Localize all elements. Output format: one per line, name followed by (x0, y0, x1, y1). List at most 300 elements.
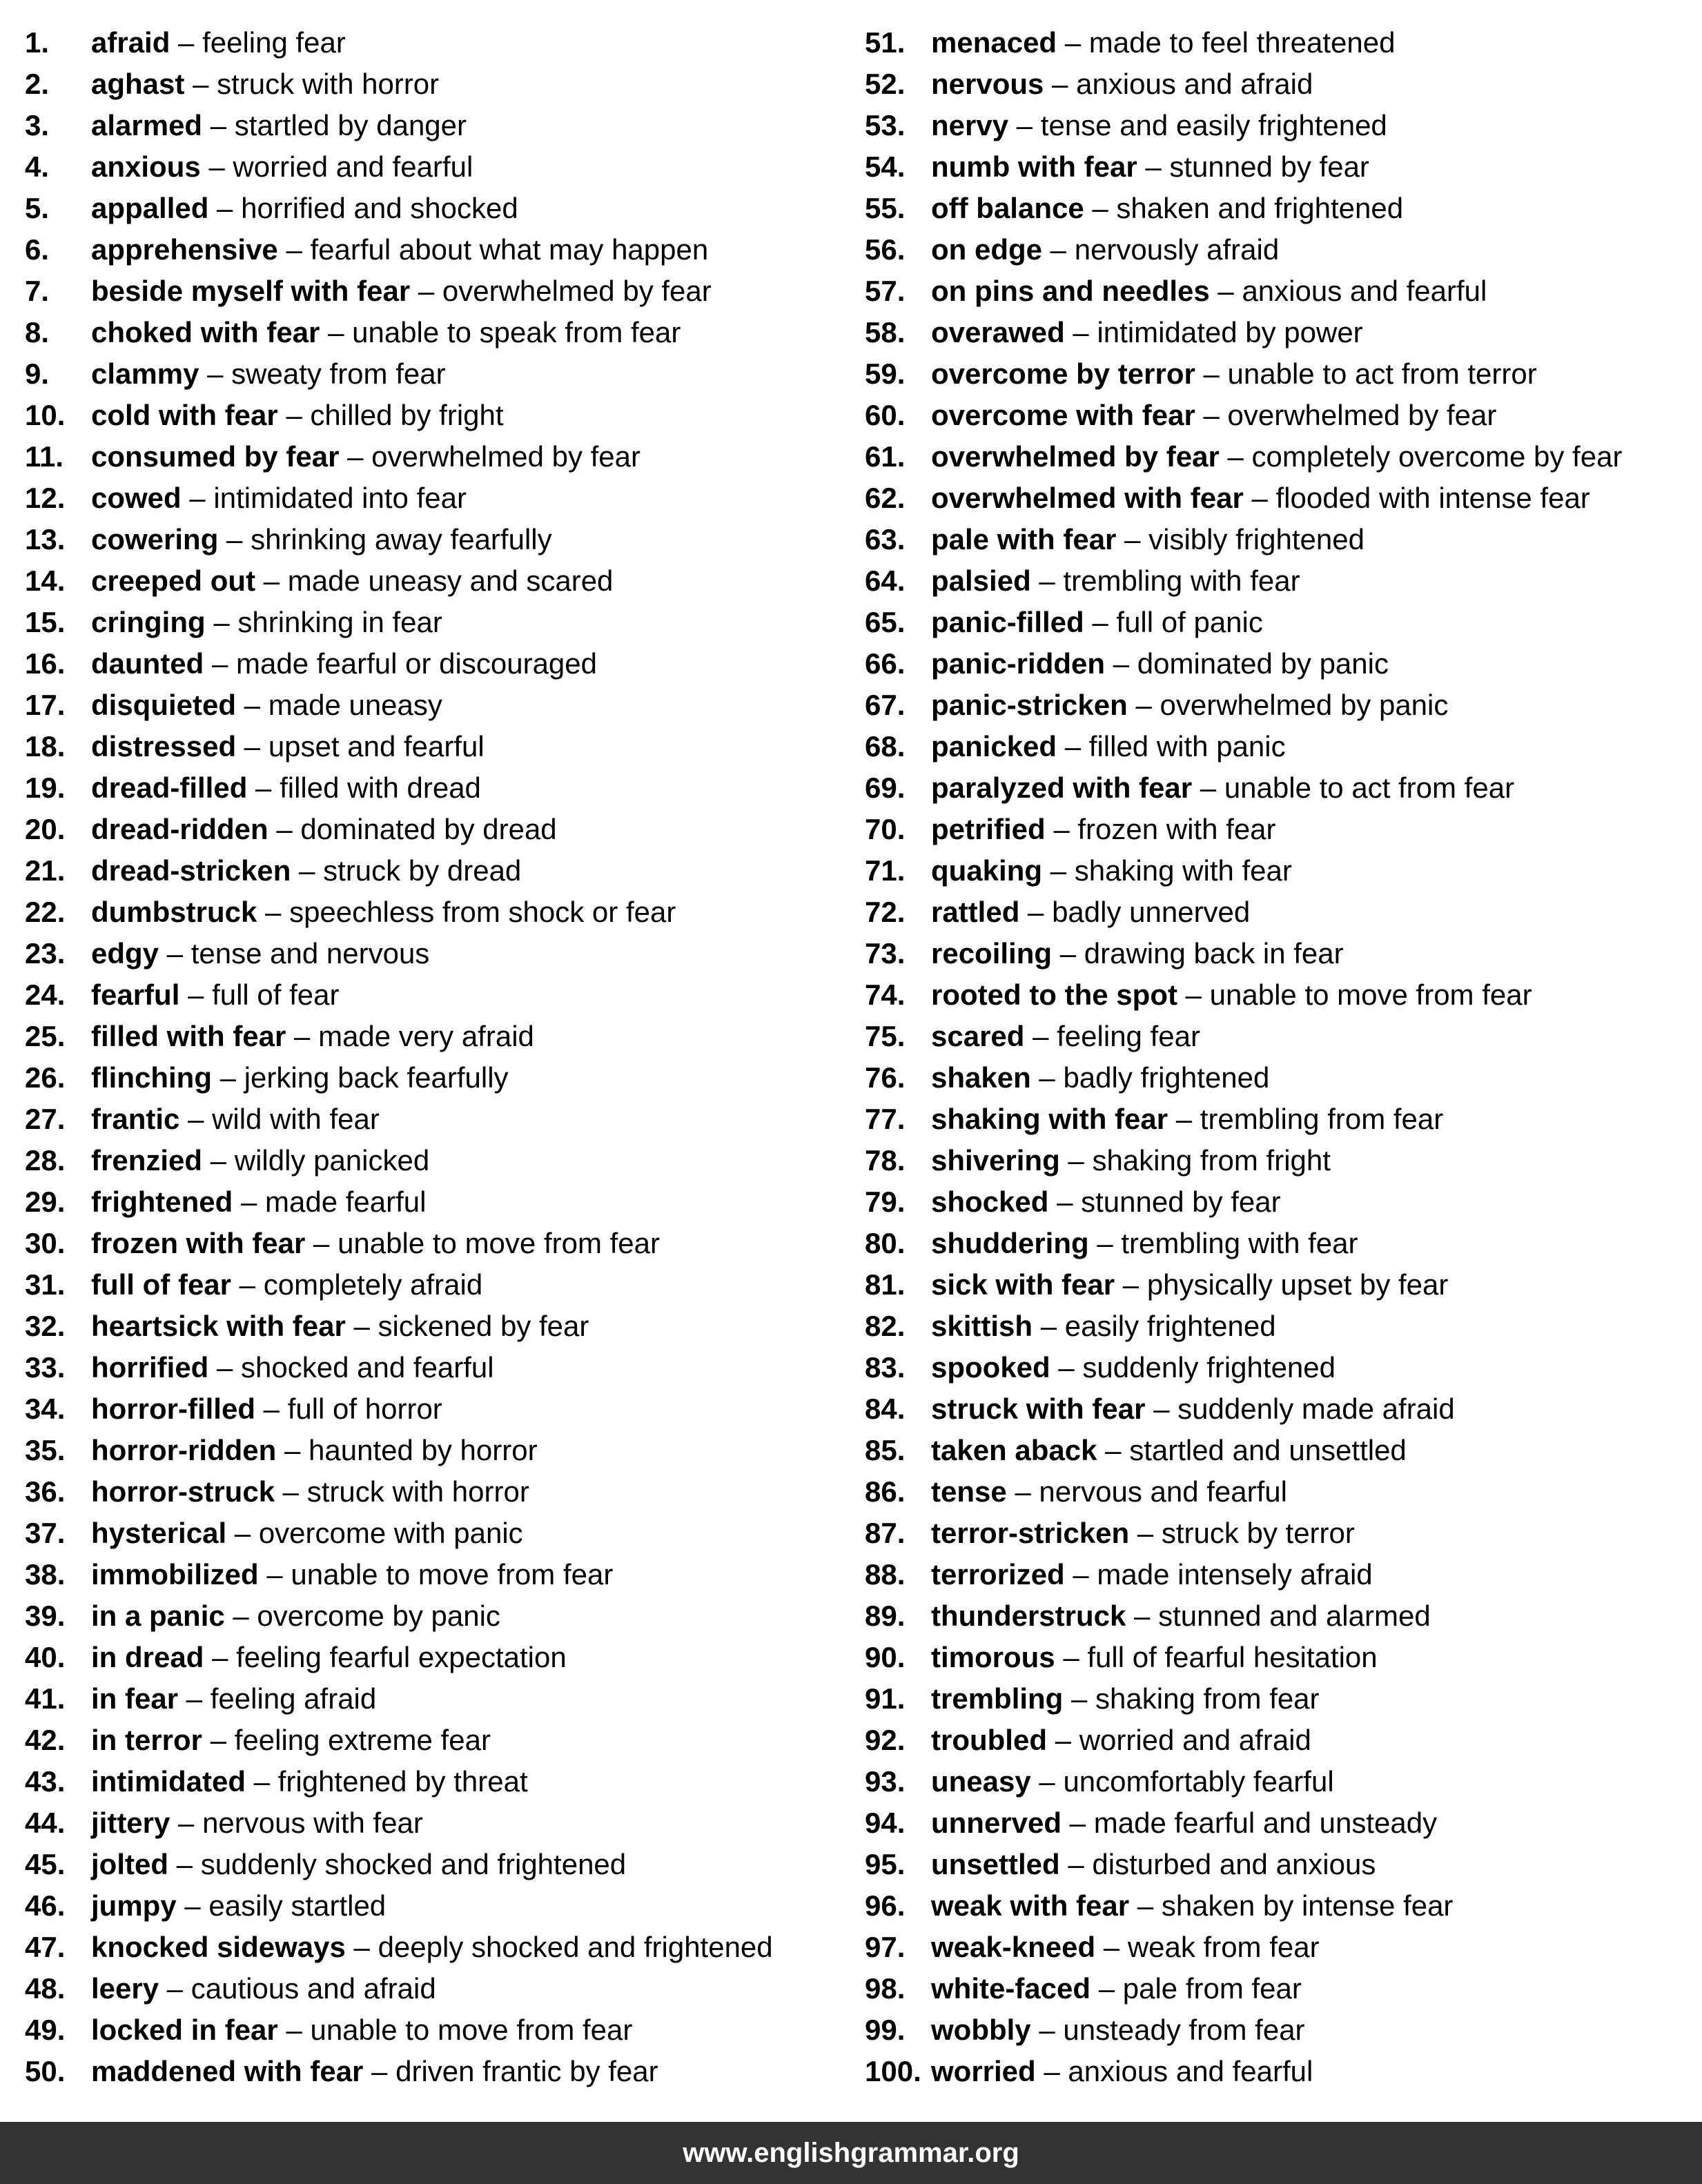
list-item (865, 1720, 1696, 1761)
item-separator: – (1064, 316, 1097, 348)
item-separator: – (170, 26, 203, 59)
list-item (865, 685, 1696, 726)
item-number: 98. (865, 1972, 906, 2005)
item-number: 76. (865, 1061, 906, 1094)
item-definition: easily frightened (1064, 1310, 1276, 1342)
item-term: leery (91, 1972, 159, 2005)
item-definition: overwhelmed by fear (442, 275, 712, 307)
list-item (865, 395, 1696, 436)
item-definition: unable to move from fear (338, 1227, 660, 1259)
list-item (25, 685, 853, 726)
item-separator: – (208, 1351, 242, 1384)
item-separator: – (1046, 1724, 1079, 1756)
item-number: 60. (865, 399, 906, 431)
item-separator: – (410, 275, 442, 307)
item-term: overwhelmed with fear (931, 482, 1244, 514)
list-item (25, 933, 853, 974)
item-term: consumed by fear (91, 440, 340, 473)
item-separator: – (275, 1475, 307, 1508)
item-separator: – (1030, 2014, 1064, 2046)
list-item (865, 188, 1696, 229)
item-term: scared (931, 1020, 1025, 1052)
item-separator: – (1057, 730, 1089, 763)
item-definition: feeling afraid (210, 1682, 377, 1715)
item-separator: – (1059, 1848, 1093, 1880)
item-separator: – (159, 1972, 191, 2005)
item-term: filled with fear (91, 1020, 286, 1052)
item-separator: – (168, 1848, 201, 1880)
item-number: 79. (865, 1186, 906, 1218)
item-number: 20. (25, 813, 66, 845)
item-number: 69. (865, 771, 906, 804)
item-separator: – (1033, 1310, 1065, 1342)
item-number: 10. (25, 399, 66, 431)
list-item (25, 1554, 853, 1595)
list-item (25, 1099, 853, 1140)
item-definition: full of panic (1116, 606, 1263, 638)
item-term: cringing (91, 606, 206, 638)
item-number: 51. (865, 26, 906, 59)
item-separator: – (1059, 1144, 1093, 1177)
footer-url[interactable]: www.englishgrammar.org (683, 2137, 1019, 2168)
item-term: numb with fear (931, 150, 1137, 183)
item-term: shivering (931, 1144, 1060, 1177)
item-term: paralyzed with fear (931, 771, 1193, 804)
item-number: 15. (25, 606, 66, 638)
item-term: intimidated (91, 1765, 246, 1798)
item-number: 41. (25, 1682, 66, 1715)
item-separator: – (1045, 813, 1078, 845)
list-item (865, 1306, 1696, 1347)
item-number: 91. (865, 1682, 906, 1715)
item-definition: dominated by dread (300, 813, 557, 845)
item-term: dumbstruck (91, 896, 257, 928)
list-item (865, 353, 1696, 395)
list-item (25, 1388, 853, 1430)
list-item (865, 519, 1696, 560)
list-item (865, 1181, 1696, 1223)
item-number: 21. (25, 854, 66, 887)
item-separator: – (199, 357, 232, 390)
item-separator: – (1030, 1061, 1064, 1094)
item-separator: – (1129, 1517, 1162, 1549)
item-separator: – (1195, 357, 1228, 390)
item-number: 37. (25, 1517, 66, 1549)
item-term: wobbly (931, 2014, 1031, 2046)
list-item (25, 1471, 853, 1513)
item-definition: unable to move from fear (291, 1558, 614, 1591)
list-item (865, 602, 1696, 643)
list-item (25, 1430, 853, 1471)
item-definition: intimidated by power (1097, 316, 1363, 348)
item-separator: – (205, 606, 238, 638)
item-separator: – (178, 1682, 211, 1715)
item-separator: – (1168, 1103, 1200, 1135)
list-item (25, 1513, 853, 1554)
item-separator: – (170, 1807, 203, 1839)
list-item (25, 602, 853, 643)
item-definition: made uneasy and scared (287, 564, 614, 597)
item-number: 39. (25, 1600, 66, 1632)
item-definition: made fearful (265, 1186, 427, 1218)
item-term: palsied (931, 564, 1031, 597)
list-item (865, 1802, 1696, 1844)
list-item (865, 63, 1696, 105)
item-number: 36. (25, 1475, 66, 1508)
list-item (25, 850, 853, 892)
list-item (865, 1471, 1696, 1513)
item-definition: tense and nervous (190, 937, 430, 970)
item-number: 19. (25, 771, 66, 804)
list-item (25, 1347, 853, 1388)
item-definition: struck by dread (323, 854, 522, 887)
item-definition: weak from fear (1127, 1931, 1320, 1963)
list-item (865, 933, 1696, 974)
item-term: beside myself with fear (91, 275, 411, 307)
list-item (865, 767, 1696, 809)
item-definition: shaking with fear (1074, 854, 1292, 887)
item-number: 64. (865, 564, 906, 597)
item-term: appalled (91, 192, 209, 224)
item-term: sick with fear (931, 1268, 1115, 1301)
list-item (25, 1885, 853, 1927)
list-item (25, 395, 853, 436)
item-term: disquieted (91, 689, 237, 721)
item-term: on pins and needles (931, 275, 1210, 307)
list-item (25, 726, 853, 767)
list-item (865, 850, 1696, 892)
item-term: flinching (91, 1061, 212, 1094)
item-number: 18. (25, 730, 66, 763)
item-term: shuddering (931, 1227, 1089, 1259)
list-item (25, 2009, 853, 2051)
item-term: jumpy (91, 1889, 177, 1922)
item-term: petrified (931, 813, 1046, 845)
item-definition: unable to move from fear (1209, 978, 1532, 1011)
item-number: 47. (25, 1931, 66, 1963)
item-definition: anxious and afraid (1076, 68, 1313, 100)
item-term: frenzied (91, 1144, 203, 1177)
item-separator: – (1126, 1600, 1159, 1632)
item-definition: feeling fear (1057, 1020, 1200, 1052)
item-term: nervous (931, 68, 1044, 100)
item-definition: flooded with intense fear (1275, 482, 1590, 514)
item-term: overcome with fear (931, 399, 1195, 431)
list-item (865, 892, 1696, 933)
item-separator: – (211, 1061, 244, 1094)
list-item (865, 1678, 1696, 1720)
item-separator: – (1090, 1972, 1123, 2005)
item-term: weak with fear (931, 1889, 1130, 1922)
item-term: overwhelmed by fear (931, 440, 1220, 473)
list-item (25, 1637, 853, 1678)
list-item (25, 353, 853, 395)
item-separator: – (224, 1600, 257, 1632)
item-number: 4. (25, 150, 50, 183)
item-number: 85. (865, 1434, 906, 1466)
item-separator: – (1145, 1393, 1178, 1425)
list-item (25, 1016, 853, 1057)
item-number: 57. (865, 275, 906, 307)
item-separator: – (268, 813, 301, 845)
item-number: 12. (25, 482, 66, 514)
item-separator: – (202, 109, 235, 141)
item-term: unnerved (931, 1807, 1062, 1839)
list-item (865, 1844, 1696, 1885)
list-item (25, 1223, 853, 1264)
item-number: 11. (25, 440, 64, 473)
item-separator: – (257, 896, 290, 928)
item-term: apprehensive (91, 233, 278, 266)
list-item (865, 1885, 1696, 1927)
item-term: quaking (931, 854, 1043, 887)
item-separator: – (231, 1268, 264, 1301)
item-separator: – (277, 399, 311, 431)
item-separator: – (1042, 233, 1075, 266)
item-definition: worried and afraid (1079, 1724, 1311, 1756)
item-separator: – (286, 1020, 319, 1052)
item-separator: – (1195, 399, 1228, 431)
item-definition: unsteady from fear (1063, 2014, 1305, 2046)
item-term: anxious (91, 150, 201, 183)
item-definition: feeling fear (202, 26, 346, 59)
item-definition: anxious and fearful (1242, 275, 1487, 307)
item-number: 61. (865, 440, 906, 473)
item-term: choked with fear (91, 316, 320, 348)
item-separator: – (218, 523, 251, 555)
item-term: clammy (91, 357, 199, 390)
item-definition: jerking back fearfully (244, 1061, 509, 1094)
item-separator: – (1209, 275, 1242, 307)
item-separator: – (276, 1434, 309, 1466)
item-term: panic-ridden (931, 647, 1106, 680)
list-item (25, 1678, 853, 1720)
item-separator: – (277, 2014, 311, 2046)
item-separator: – (320, 316, 353, 348)
item-term: cowed (91, 482, 182, 514)
item-separator: – (258, 1558, 291, 1591)
item-definition: wildly panicked (234, 1144, 430, 1177)
item-term: knocked sideways (91, 1931, 346, 1963)
item-separator: – (236, 689, 268, 721)
item-term: cowering (91, 523, 219, 555)
item-number: 93. (865, 1765, 906, 1798)
list-item (25, 312, 853, 353)
item-number: 81. (865, 1268, 906, 1301)
item-definition: wild with fear (212, 1103, 380, 1135)
item-definition: stunned and alarmed (1158, 1600, 1431, 1632)
item-definition: overwhelmed by panic (1160, 689, 1449, 721)
list-item (865, 1223, 1696, 1264)
item-number: 48. (25, 1972, 66, 2005)
item-definition: trembling from fear (1200, 1103, 1444, 1135)
item-separator: – (1219, 440, 1252, 473)
item-definition: trembling with fear (1121, 1227, 1358, 1259)
item-definition: disturbed and anxious (1092, 1848, 1376, 1880)
item-term: heartsick with fear (91, 1310, 346, 1342)
item-term: off balance (931, 192, 1084, 224)
list-item (25, 146, 853, 188)
item-definition: shaken by intense fear (1161, 1889, 1454, 1922)
item-number: 55. (865, 192, 906, 224)
item-term: daunted (91, 647, 204, 680)
item-definition: made very afraid (318, 1020, 534, 1052)
item-number: 58. (865, 316, 906, 348)
item-separator: – (1243, 482, 1276, 514)
item-number: 70. (865, 813, 906, 845)
item-number: 25. (25, 1020, 66, 1052)
item-definition: made to feel threatened (1088, 26, 1396, 59)
item-term: skittish (931, 1310, 1033, 1342)
item-separator: – (255, 1393, 288, 1425)
item-definition: made fearful and unsteady (1093, 1807, 1438, 1839)
item-term: horrified (91, 1351, 209, 1384)
item-number: 62. (865, 482, 906, 514)
item-separator: – (1006, 1475, 1039, 1508)
item-definition: nervously afraid (1074, 233, 1280, 266)
list-item (25, 560, 853, 602)
list-item (25, 188, 853, 229)
list-item (25, 809, 853, 850)
item-separator: – (305, 1227, 338, 1259)
item-term: full of fear (91, 1268, 232, 1301)
item-term: dread-ridden (91, 813, 268, 845)
item-separator: – (236, 730, 268, 763)
item-definition: nervous and fearful (1039, 1475, 1287, 1508)
item-number: 32. (25, 1310, 66, 1342)
item-term: shaken (931, 1061, 1031, 1094)
item-definition: cautious and afraid (190, 1972, 436, 2005)
item-separator: – (1129, 1889, 1162, 1922)
item-separator: – (208, 192, 242, 224)
item-term: recoiling (931, 937, 1053, 970)
item-separator: – (1050, 1351, 1083, 1384)
item-definition: fearful about what may happen (310, 233, 709, 266)
item-term: menaced (931, 26, 1057, 59)
list-item (25, 1761, 853, 1802)
item-separator: – (1116, 523, 1149, 555)
item-definition: anxious and fearful (1068, 2055, 1313, 2087)
list-item (25, 1057, 853, 1099)
list-item (865, 105, 1696, 146)
item-term: panic-filled (931, 606, 1084, 638)
item-term: frantic (91, 1103, 180, 1135)
list-item (865, 2009, 1696, 2051)
item-term: cold with fear (91, 399, 278, 431)
list-item (25, 63, 853, 105)
item-separator: – (246, 1765, 278, 1798)
item-term: in a panic (91, 1600, 225, 1632)
item-term: jolted (91, 1848, 168, 1880)
list-item (865, 726, 1696, 767)
list-item (865, 1927, 1696, 1968)
item-separator: – (1064, 1558, 1097, 1591)
list-item (865, 1513, 1696, 1554)
item-term: edgy (91, 937, 159, 970)
item-term: fearful (91, 978, 180, 1011)
item-definition: intimidated into fear (213, 482, 467, 514)
list-item (25, 478, 853, 519)
list-item (865, 478, 1696, 519)
item-term: aghast (91, 68, 185, 100)
list-item (25, 22, 853, 63)
item-separator: – (1042, 854, 1075, 887)
item-number: 72. (865, 896, 906, 928)
list-item (865, 1264, 1696, 1306)
item-separator: – (1055, 1641, 1088, 1673)
item-term: taken aback (931, 1434, 1097, 1466)
item-term: struck with fear (931, 1393, 1146, 1425)
item-term: distressed (91, 730, 237, 763)
item-term: jittery (91, 1807, 170, 1839)
item-definition: unable to speak from fear (352, 316, 681, 348)
item-number: 89. (865, 1600, 906, 1632)
list-item (25, 519, 853, 560)
item-definition: filled with panic (1088, 730, 1286, 763)
item-definition: tense and easily frightened (1040, 109, 1387, 141)
item-separator: – (1177, 978, 1210, 1011)
item-separator: – (1057, 26, 1089, 59)
item-definition: drawing back in fear (1084, 937, 1344, 970)
item-definition: made fearful or discouraged (236, 647, 598, 680)
list-item (25, 436, 853, 478)
item-definition: overcome with panic (258, 1517, 523, 1549)
list-item (865, 1388, 1696, 1430)
item-term: rooted to the spot (931, 978, 1177, 1011)
item-separator: – (1024, 1020, 1057, 1052)
item-definition: sickened by fear (378, 1310, 589, 1342)
item-number: 56. (865, 233, 906, 266)
item-number: 9. (25, 357, 50, 390)
item-definition: badly frightened (1063, 1061, 1270, 1094)
item-definition: made uneasy (268, 689, 442, 721)
item-number: 46. (25, 1889, 66, 1922)
item-definition: haunted by horror (309, 1434, 538, 1466)
item-number: 100. (865, 2055, 921, 2087)
item-separator: – (255, 564, 288, 597)
item-definition: startled by danger (234, 109, 467, 141)
list-item (25, 1720, 853, 1761)
item-definition: visibly frightened (1148, 523, 1364, 555)
item-definition: shocked and fearful (241, 1351, 494, 1384)
item-number: 30. (25, 1227, 66, 1259)
item-term: overcome by terror (931, 357, 1195, 390)
item-definition: struck by terror (1161, 1517, 1355, 1549)
item-term: horror-ridden (91, 1434, 277, 1466)
item-term: nervy (931, 109, 1009, 141)
item-separator: – (202, 1724, 235, 1756)
item-number: 74. (865, 978, 906, 1011)
list-item (25, 1595, 853, 1637)
item-definition: shaking from fear (1095, 1682, 1320, 1715)
list-item (865, 1761, 1696, 1802)
item-definition: stunned by fear (1081, 1186, 1281, 1218)
list-item (865, 1430, 1696, 1471)
list-item (865, 146, 1696, 188)
list-item (25, 1306, 853, 1347)
list-item (865, 229, 1696, 270)
item-number: 94. (865, 1807, 906, 1839)
item-term: shaking with fear (931, 1103, 1168, 1135)
item-term: thunderstruck (931, 1600, 1126, 1632)
list-item (865, 1637, 1696, 1678)
list-item (25, 1968, 853, 2009)
item-number: 71. (865, 854, 906, 887)
item-definition: worried and fearful (233, 150, 473, 183)
item-number: 54. (865, 150, 906, 183)
item-definition: deeply shocked and frightened (378, 1931, 773, 1963)
item-separator: – (1019, 896, 1053, 928)
